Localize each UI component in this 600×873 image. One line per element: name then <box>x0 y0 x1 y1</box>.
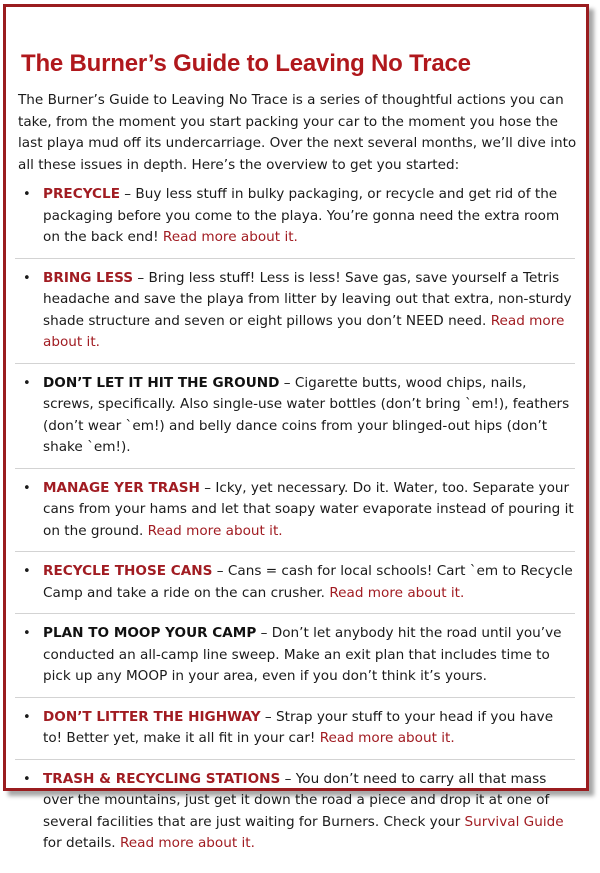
intro-paragraph: The Burner’s Guide to Leaving No Trace is a series of thoughtful actions you can take, from the moment you start packing your car to the moment you hose the last playa mud off its undercarriage. Over the next several months, we’ll dive into all these issues in depth. Here’s the overview to get you started: <box>18 92 577 173</box>
list-item-recycle-those-cans <box>15 561 575 614</box>
bullet-icon: • <box>23 480 31 496</box>
list-item-manage-yer-trash <box>15 478 575 553</box>
list-item-dont-let-it-hit-the-ground <box>15 373 575 469</box>
list-item-precycle <box>15 184 575 259</box>
read-more-link[interactable]: Read more about it. <box>329 584 465 601</box>
item-text: – You don’t need to carry all that mass over the mountains, just get it down the road a piece and drop it at one of several facilities that are just waiting for Burners. Check your <box>43 770 550 830</box>
read-more-link[interactable]: Read more about it. <box>43 312 565 350</box>
guide-frame <box>3 4 589 851</box>
bullet-icon: • <box>23 771 31 787</box>
item-term: PLAN TO MOOP YOUR CAMP <box>43 625 257 641</box>
list-item-bring-less <box>15 268 575 364</box>
list-item-plan-to-moop <box>15 623 575 698</box>
item-text: – Bring less stuff! Less is less! Save gas, save yourself a Tetris headache and save the playa from litter by leaving out that extra, non-sturdy shade structure and seven or eight pillows you don’t NEED need. <box>43 269 572 329</box>
item-term: TRASH & RECYCLING STATIONS <box>43 770 281 787</box>
bullet-icon: • <box>23 709 31 725</box>
bullet-icon: • <box>23 564 31 579</box>
item-term: PRECYCLE <box>43 186 120 202</box>
item-term: MANAGE YER TRASH <box>43 479 200 496</box>
read-more-link[interactable]: Read more about it. <box>119 835 255 851</box>
item-term: RECYCLE THOSE CANS <box>43 563 213 579</box>
bullet-icon: • <box>23 375 31 391</box>
guide-list <box>15 184 575 873</box>
item-text: – Don’t let anybody hit the road until you’ve conducted an all-camp line sweep. Make an exit plan that includes time to pick up any MOOP in your area, even if you don’t think it’s yours. <box>43 625 562 684</box>
bullet-icon: • <box>23 626 31 641</box>
item-text: – Icky, yet necessary. Do it. Water, too. Separate your cans from your hams and let that soapy water evaporate instead of pouring it on the ground. <box>43 479 574 539</box>
survival-guide-link[interactable]: Survival Guide <box>464 813 564 830</box>
read-more-link[interactable]: Read more about it. <box>147 522 283 539</box>
item-text-continued: for details. <box>43 835 120 851</box>
page-title: The Burner’s Guide to Leaving No Trace <box>21 50 471 77</box>
item-text: – Buy less stuff in bulky packaging, or recycle and get rid of the packaging before you come to the playa. You’re gonna need the extra room on the back end! <box>43 186 560 245</box>
read-more-link[interactable]: Read more about it. <box>162 229 298 245</box>
bullet-icon: • <box>23 187 31 202</box>
item-text: – Cigarette butts, wood chips, nails, screws, specifically. Also single-use water bottles (don’t bring `em!), feathers (don’t wear `em!) and belly dance coins from your blinged-out hips (don’t shake `em!). <box>43 374 570 455</box>
bullet-icon: • <box>23 270 31 286</box>
item-text: – Cans = cash for local schools! Cart `em to Recycle Camp and take a ride on the can crusher. <box>43 563 573 601</box>
item-text: – Strap your stuff to your head if you have to! Better yet, make it all fit in your car! <box>43 708 554 746</box>
list-item-dont-litter-highway <box>15 707 575 760</box>
item-term: DON’T LET IT HIT THE GROUND <box>43 374 280 391</box>
read-more-link[interactable]: Read more about it. <box>319 730 455 746</box>
item-term: DON’T LITTER THE HIGHWAY <box>43 708 261 725</box>
list-item-trash-recycling-stations <box>15 769 575 864</box>
item-term: BRING LESS <box>43 269 134 286</box>
